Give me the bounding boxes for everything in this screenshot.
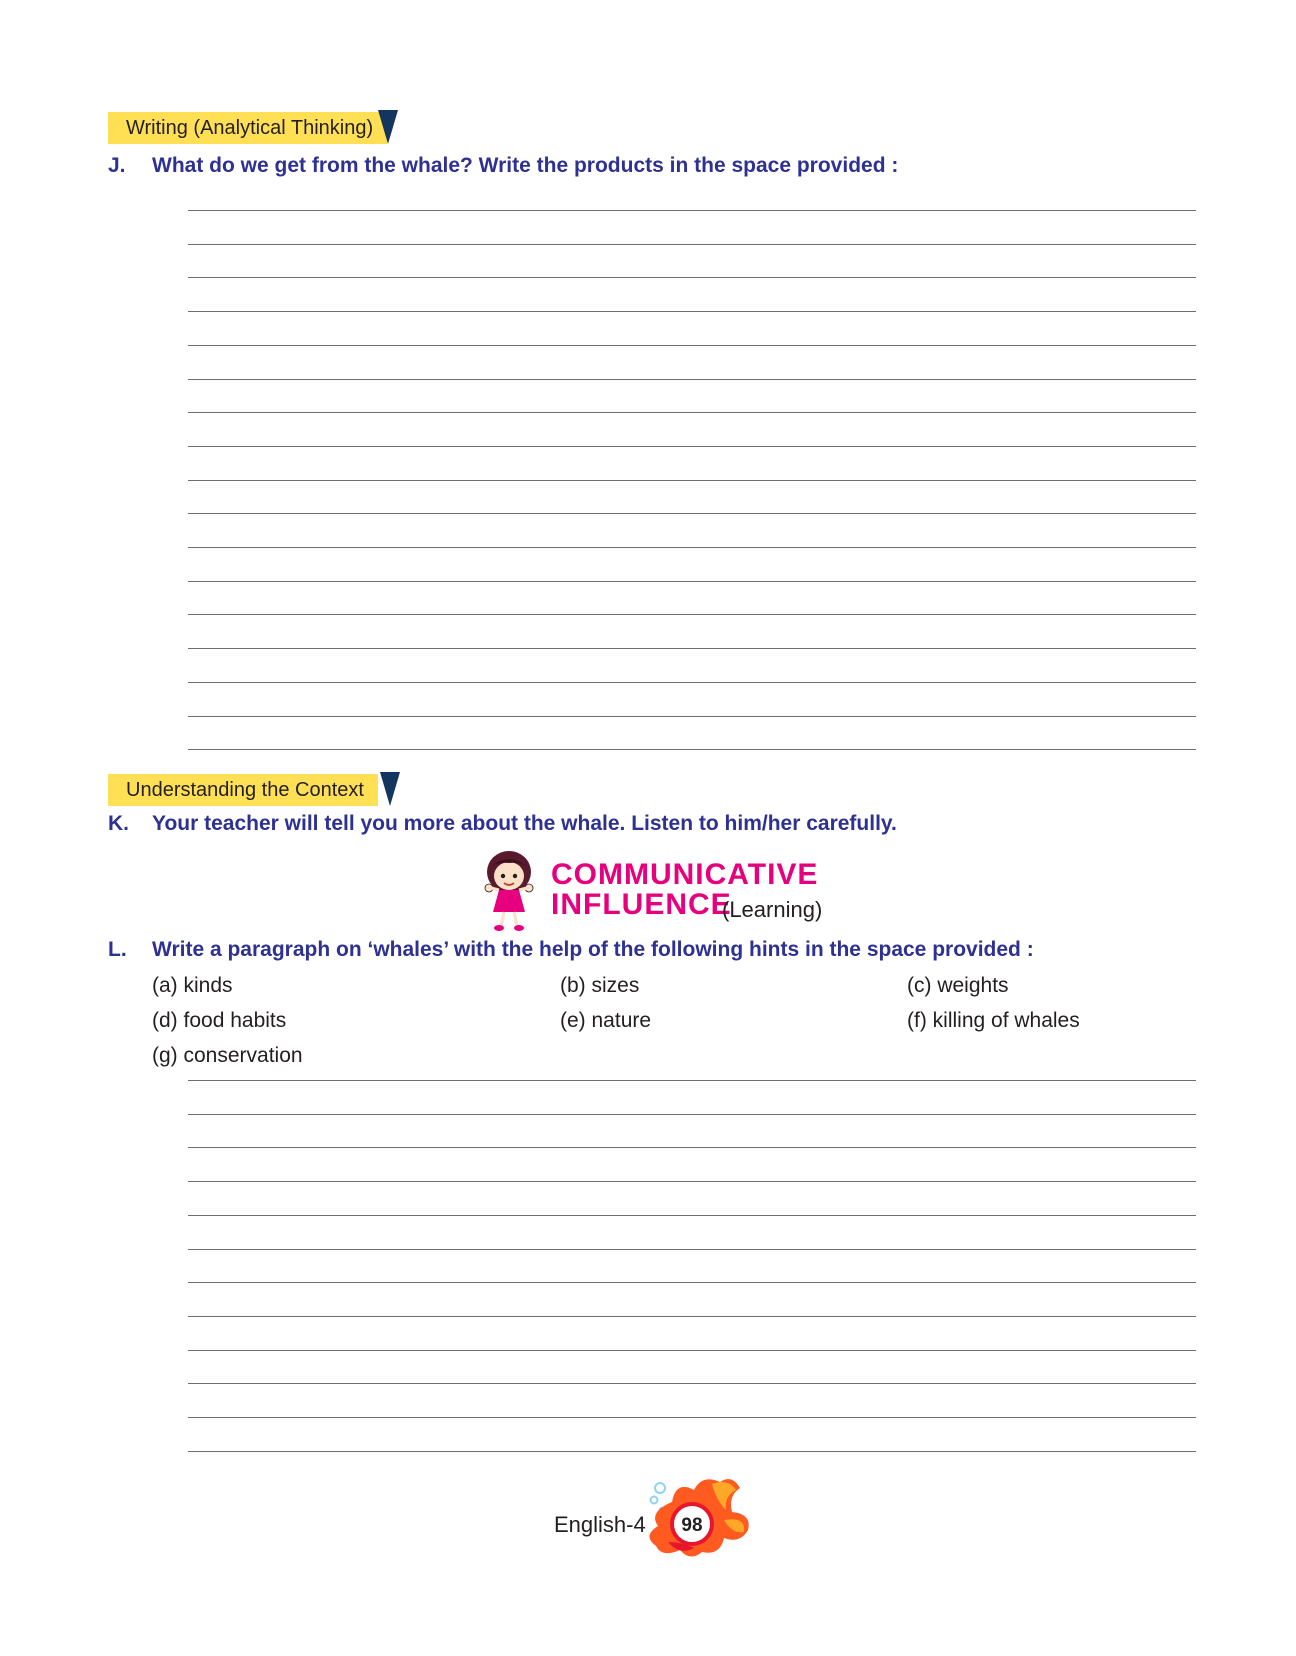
writing-line[interactable] (188, 648, 1196, 649)
banner-title-line1: COMMUNICATIVE (551, 858, 819, 891)
hint-nature: (e) nature (560, 1009, 652, 1032)
question-letter: J. (108, 154, 126, 177)
writing-line[interactable] (188, 446, 1196, 447)
writing-line[interactable] (188, 682, 1196, 683)
writing-line[interactable] (188, 1383, 1196, 1384)
section-tag-label: Understanding the Context (126, 779, 364, 801)
writing-line[interactable] (188, 210, 1196, 211)
writing-line[interactable] (188, 581, 1196, 582)
writing-line[interactable] (188, 311, 1196, 312)
hint-killing-of-whales: (f) killing of whales (907, 1009, 1080, 1032)
writing-line[interactable] (188, 1147, 1196, 1148)
question-text: What do we get from the whale? Write the products in the space provided : (152, 154, 899, 177)
writing-line[interactable] (188, 1114, 1196, 1115)
writing-line[interactable] (188, 1417, 1196, 1418)
girl-mascot-icon (478, 848, 540, 934)
writing-line[interactable] (188, 1451, 1196, 1452)
hint-food-habits: (d) food habits (152, 1009, 287, 1032)
question-text: Your teacher will tell you more about the whale. Listen to him/her carefully. (152, 812, 897, 835)
writing-line[interactable] (188, 749, 1196, 750)
writing-line[interactable] (188, 1080, 1196, 1081)
hint-conservation: (g) conservation (152, 1044, 303, 1067)
writing-line[interactable] (188, 1249, 1196, 1250)
section-tag-context (108, 774, 378, 806)
writing-line[interactable] (188, 1316, 1196, 1317)
writing-line[interactable] (188, 547, 1196, 548)
footer-book-title: English-4 (554, 1512, 646, 1537)
writing-line[interactable] (188, 480, 1196, 481)
writing-line[interactable] (188, 379, 1196, 380)
hint-sizes: (b) sizes (560, 974, 640, 997)
hint-weights: (c) weights (907, 974, 1009, 997)
writing-line[interactable] (188, 345, 1196, 346)
page-number: 98 (681, 1515, 703, 1536)
writing-line[interactable] (188, 716, 1196, 717)
writing-line[interactable] (188, 1282, 1196, 1283)
question-l (108, 938, 1034, 962)
tag-flag-icon (378, 110, 398, 144)
section-tag-label: Writing (Analytical Thinking) (126, 117, 374, 139)
question-text: Write a paragraph on ‘whales’ with the help of the following hints in the space provided : (152, 938, 1034, 961)
writing-line[interactable] (188, 277, 1196, 278)
hint-kinds: (a) kinds (152, 974, 233, 997)
writing-line[interactable] (188, 513, 1196, 514)
banner-title-line2: INFLUENCE (551, 888, 732, 921)
writing-line[interactable] (188, 1350, 1196, 1351)
writing-line[interactable] (188, 1181, 1196, 1182)
page-number-splash-icon (632, 1472, 756, 1562)
writing-line[interactable] (188, 1215, 1196, 1216)
question-letter: L. (108, 938, 127, 961)
question-k (108, 812, 897, 836)
section-tag-writing (108, 112, 387, 144)
writing-line[interactable] (188, 244, 1196, 245)
writing-line[interactable] (188, 412, 1196, 413)
question-j (108, 154, 898, 178)
tag-flag-icon (380, 772, 400, 806)
writing-line[interactable] (188, 614, 1196, 615)
banner-subtitle: (Learning) (722, 897, 823, 922)
question-letter: K. (108, 812, 129, 835)
